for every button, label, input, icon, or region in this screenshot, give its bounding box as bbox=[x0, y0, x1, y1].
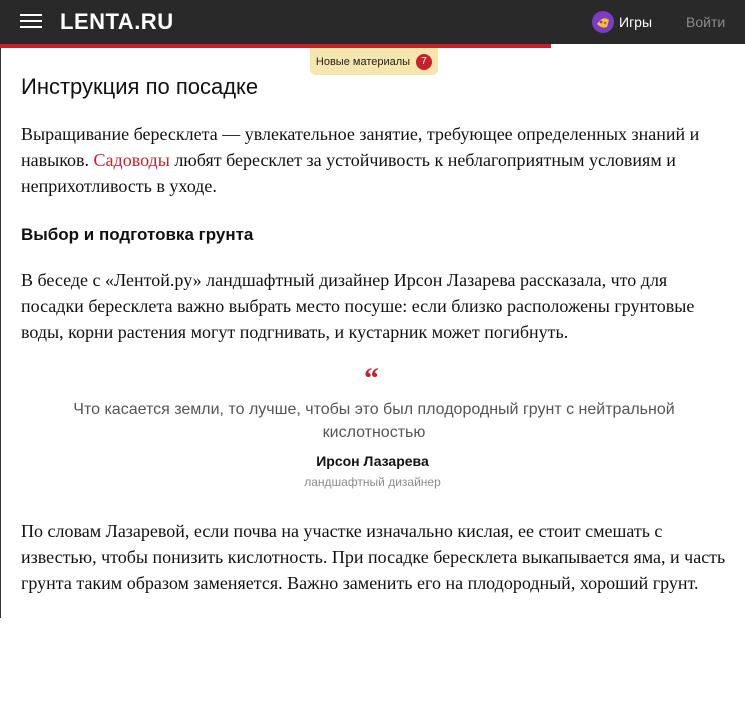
site-logo[interactable]: LENTA.RU bbox=[60, 9, 174, 34]
left-divider bbox=[0, 48, 1, 618]
quote-text: Что касается земли, то лучше, чтобы это был плодородный грунт с нейтральной кислотностью bbox=[73, 401, 675, 441]
quote-mark-icon: “ bbox=[364, 362, 379, 395]
games-label: Игры bbox=[619, 14, 653, 30]
gardeners-link[interactable]: Садоводы bbox=[93, 150, 170, 170]
paragraph-designer-interview: В беседе с «Лентой.ру» ландшафтный дизайнер Ирсон Лазарева рассказала, что для посадки бересклета важно выбрать место посуше: если близко расположены грунтовые воды, корни растения могут подгнивать, и кустарник может погибнуть. bbox=[21, 270, 695, 342]
menu-line bbox=[20, 26, 42, 28]
menu-line bbox=[20, 14, 42, 16]
games-controller-icon bbox=[592, 11, 614, 33]
reading-progress-bar bbox=[0, 44, 551, 48]
hamburger-menu-icon[interactable] bbox=[20, 13, 42, 29]
new-materials-button[interactable] bbox=[310, 48, 438, 75]
new-materials-label: Новые материалы bbox=[315, 55, 411, 68]
article-subtitle: Инструкция по посадке bbox=[21, 74, 259, 99]
login-button[interactable]: Войти bbox=[686, 14, 726, 30]
quote-author: Ирсон Лазарева bbox=[316, 453, 429, 469]
section-heading: Выбор и подготовка грунта bbox=[21, 225, 254, 244]
paragraph-soil-acidity: По словам Лазаревой, если почва на участке изначально кислая, ее стоит смешать с известью, чтобы понизить кислотность. При посадке бересклета выкапывается яма, и часть грунта таким образом заменяется. Важно заменить его на плодородный, хороший грунт. bbox=[21, 521, 726, 593]
intro-paragraph bbox=[21, 121, 733, 199]
intro-text-end: любят бересклет за устойчивость к неблагоприятным условиям и неприхотливость в уходе. bbox=[21, 150, 676, 196]
new-materials-count-badge: 7 bbox=[416, 54, 432, 70]
intro-text-start: Выращивание бересклета — увлекательное занятие, требующее определенных знаний и навыков. bbox=[21, 124, 700, 170]
games-link[interactable] bbox=[592, 10, 652, 34]
quote-author-role: ландшафтный дизайнер bbox=[304, 475, 441, 489]
menu-line bbox=[20, 20, 42, 22]
top-header bbox=[0, 0, 745, 44]
